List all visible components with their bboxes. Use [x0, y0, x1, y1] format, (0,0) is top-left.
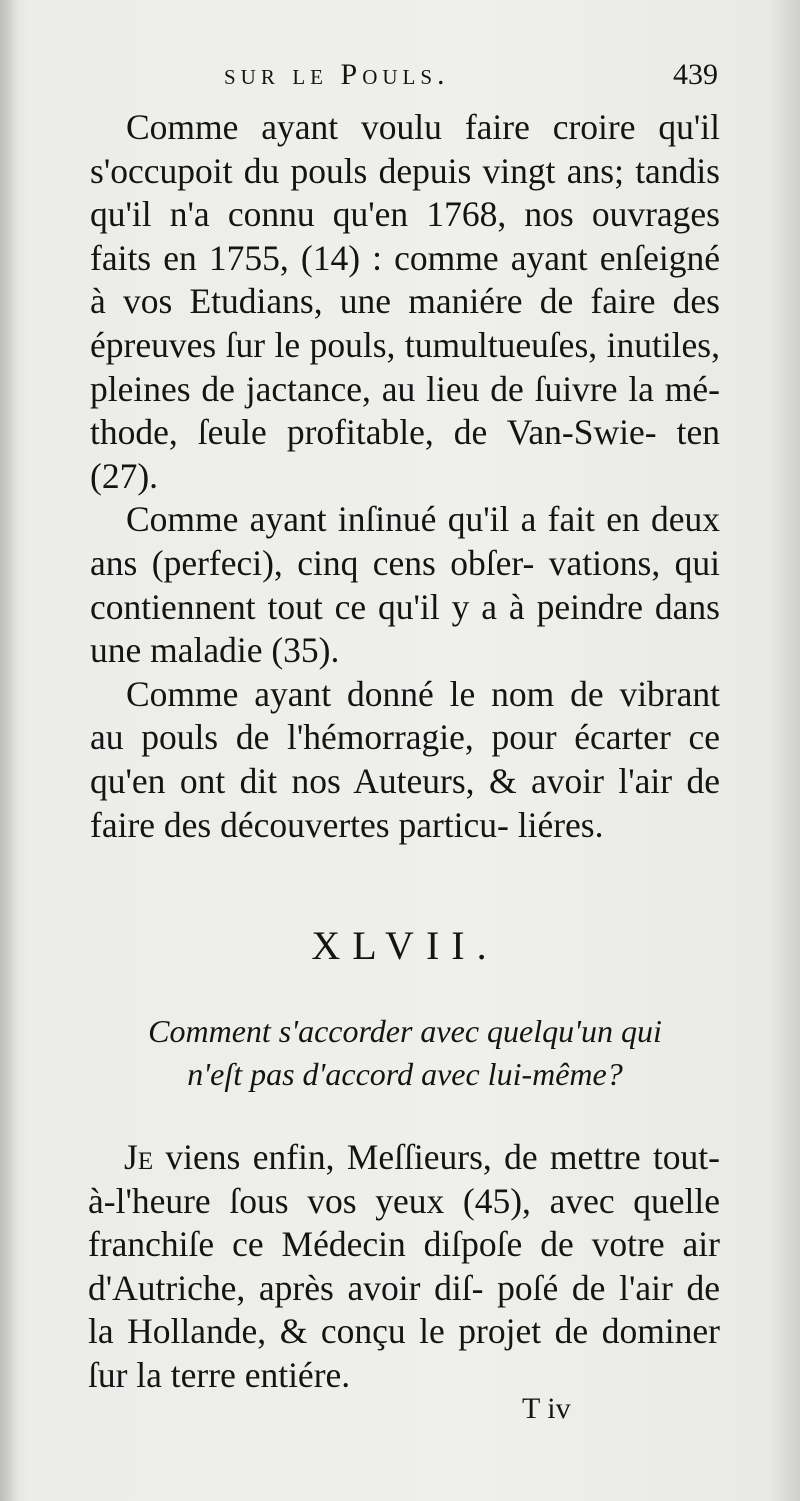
section-number: XLVII.: [311, 923, 499, 968]
page-number: 439: [673, 58, 718, 91]
paragraph: [88, 1136, 720, 1398]
body-text-top: [90, 106, 720, 847]
paragraph: Comme ayant inſinué qu'il a fait en deux ans (perfeci), cinq cens obſer- vations, qui contiennent tout ce qu'il y a à peindre dans une maladie (35).: [90, 499, 720, 671]
running-head: sur le Pouls.: [224, 58, 450, 91]
lead-word: Je: [124, 1137, 154, 1177]
signature-mark: T iv: [522, 1392, 571, 1425]
paragraph: Comme ayant donné le nom de vibrant au pouls de l'hémorragie, pour écarter ce qu'en ont dit nos Auteurs, & avoir l'air de faire des découvertes particu- liéres.: [90, 673, 720, 845]
paragraph: Comme ayant voulu faire croire qu'il s'occupoit du pouls depuis vingt ans; tandis qu'il n'a connu qu'en 1768, nos ouvrages faits en 1755, (14) : comme ayant enſeigné à vos Etudians, une maniére de faire des épreuves ſur le pouls, tumultueuſes, inutiles, pleines de jactance, au lieu de ſuivre la mé- thode, ſeule profitable, de Van-Swie- ten (27).: [90, 107, 720, 496]
section-title: [90, 1010, 720, 1096]
section-title-line: n'eſt pas d'accord avec lui-même?: [187, 1056, 623, 1092]
edge-shadow: [770, 0, 800, 1501]
gutter-shadow: [0, 0, 18, 1501]
page-header: [92, 58, 718, 100]
paragraph-rest: viens enfin, Meſſieurs, de mettre tout-à-l'heure ſous vos yeux (45), avec quelle franchiſe ce Médecin diſpoſe de votre air d'Autriche, après avoir diſ- poſé de l'air de la Hollande, & conçu le projet de dominer ſur la terre entiére.: [88, 1137, 720, 1395]
body-text-bottom: [88, 1136, 720, 1398]
section-title-line: Comment s'accorder avec quelqu'un qui: [148, 1013, 662, 1049]
